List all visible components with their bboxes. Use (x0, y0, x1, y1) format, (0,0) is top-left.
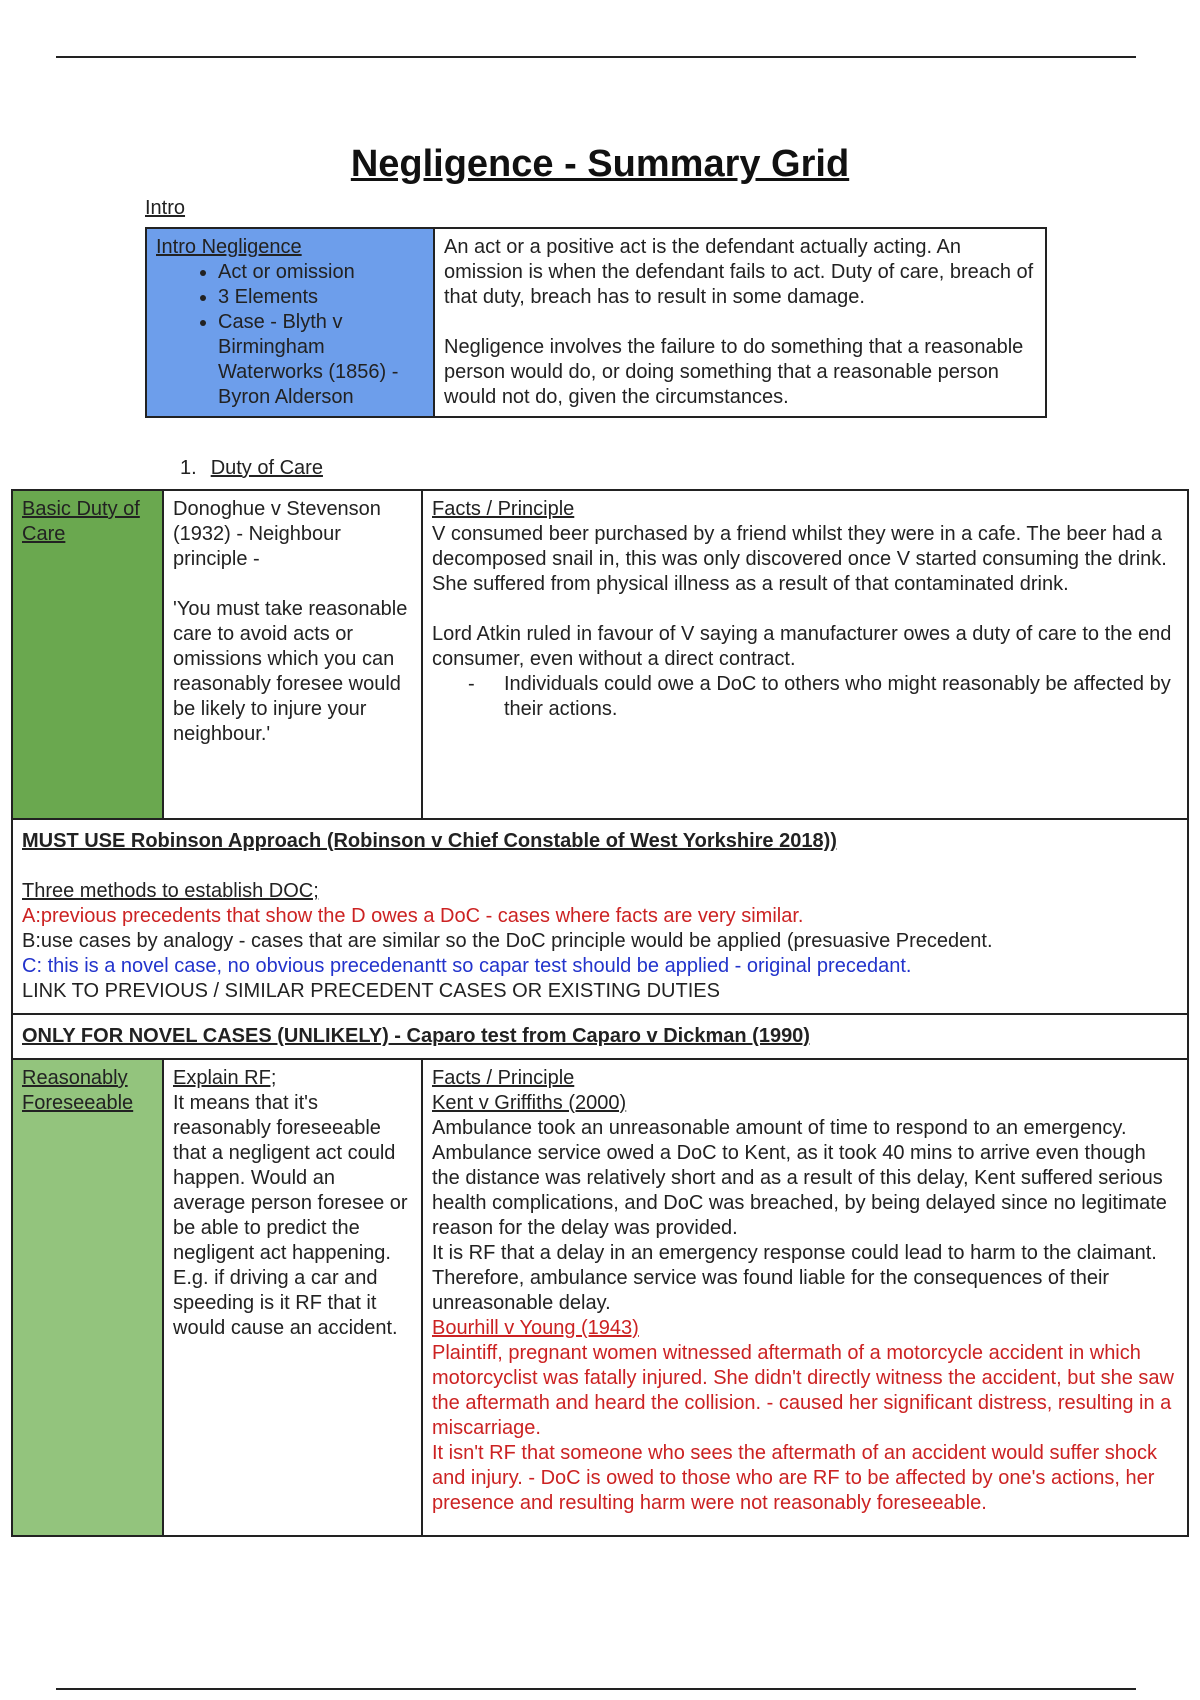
intro-text-cell (434, 228, 1046, 417)
method-c-prefix: C: (22, 955, 48, 977)
rf-facts-cell (422, 1059, 1188, 1536)
intro-bullet: • 3 Elements (218, 285, 424, 310)
rf-explain-heading: Explain RF; (173, 1067, 277, 1089)
duty-of-care-table (11, 489, 1189, 1537)
facts-heading: Facts / Principle (432, 498, 575, 520)
facts-paragraph: Lord Atkin ruled in favour of V saying a manufacturer owes a duty of care to the end consumer, even without a direct contract. (432, 623, 1172, 670)
rf-explain-cell (163, 1059, 422, 1536)
rf-label-cell (12, 1059, 163, 1536)
section-heading-duty-of-care (180, 457, 323, 480)
robinson-subheading: Three methods to establish DOC; (22, 880, 319, 902)
basic-duty-row (12, 490, 1188, 819)
basic-duty-label-cell (12, 490, 163, 819)
facts-paragraph: V consumed beer purchased by a friend whilst they were in a cafe. The beer had a decomposed snail in, this was only discovered once V started consuming the drink. She suffered from physical illness as a result of that contaminated drink. (432, 523, 1167, 595)
kent-case-title: Kent v Griffiths (2000) (432, 1092, 627, 1114)
neighbour-quote: 'You must take reasonable care to avoid acts or omissions which you can reasonably foresee would be likely to injure your neighbour.' (173, 598, 408, 745)
link-note: LINK TO PREVIOUS / SIMILAR PRECEDENT CASES OR EXISTING DUTIES (22, 980, 720, 1002)
method-c: this is a novel case, no obvious precedenantt so capar test should be applied - original precedant. (47, 955, 912, 977)
basic-duty-case: Donoghue v Stevenson (1932) - Neighbour principle - (173, 498, 381, 570)
bourhill-paragraph: It isn't RF that someone who sees the aftermath of an accident would suffer shock and injury. - DoC is owed to those who are RF to be affected by one's actions, her presence and resulting harm were not reasonably foreseeable. (432, 1442, 1157, 1514)
caparo-row (12, 1014, 1188, 1059)
intro-bullet-list (156, 260, 424, 410)
rf-explain-text: It means that it's reasonably foreseeable that a negligent act could happen. Would an average person foresee or be able to predict the negligent act happening. E.g. if driving a car and speeding is it RF that it would cause an accident. (173, 1092, 408, 1339)
basic-duty-case-cell (163, 490, 422, 819)
intro-paragraph: Negligence involves the failure to do something that a reasonable person would do, or doing something that a reasonable person would not do, given the circumstances. (444, 336, 1024, 408)
basic-duty-facts-cell (422, 490, 1188, 819)
robinson-row (12, 819, 1188, 1014)
rf-label: Reasonably Foreseeable (22, 1067, 134, 1114)
robinson-heading: MUST USE Robinson Approach (Robinson v Chief Constable of West Yorkshire 2018)) (22, 830, 837, 852)
bourhill-paragraph: Plaintiff, pregnant women witnessed aftermath of a motorcycle accident in which motorcyclist was fatally injured. She didn't directly witness the accident, but she saw the aftermath and heard the collision. - caused her significant distress, resulting in a miscarriage. (432, 1342, 1174, 1439)
caparo-heading: ONLY FOR NOVEL CASES (UNLIKELY) - Caparo test from Caparo v Dickman (1990) (22, 1025, 810, 1047)
bottom-rule (56, 1688, 1136, 1690)
facts-dash-item: - Individuals could owe a DoC to others who might reasonably be affected by their actions. (504, 672, 1178, 722)
section-number: 1. (180, 457, 197, 479)
bourhill-case-title: Bourhill v Young (1943) (432, 1317, 639, 1339)
basic-duty-label: Basic Duty of Care (22, 498, 140, 545)
method-a: A:previous precedents that show the D owes a DoC - cases where facts are very similar. (22, 905, 804, 927)
page-title: Negligence - Summary Grid (350, 143, 850, 185)
intro-heading: Intro Negligence (156, 236, 302, 258)
method-c-line (22, 954, 1178, 979)
kent-paragraph: It is RF that a delay in an emergency response could lead to harm to the claimant. Therefore, ambulance service was found liable for the consequences of their unreasonable delay. (432, 1242, 1157, 1314)
rf-row (12, 1059, 1188, 1536)
kent-paragraph: Ambulance took an unreasonable amount of time to respond to an emergency. Ambulance service owed a DoC to Kent, as it took 40 mins to arrive even though the distance was relatively short and as a result of this delay, Kent suffered serious health complications, and DoC was breached, by being delayed since no legitimate reason for the delay was provided. (432, 1117, 1167, 1239)
caparo-cell (12, 1014, 1188, 1059)
intro-bullet: • Case - Blyth v Birmingham Waterworks (1856) - Byron Alderson (218, 310, 424, 410)
method-b: B:use cases by analogy - cases that are similar so the DoC principle would be applied (presuasive Precedent. (22, 930, 993, 952)
intro-bullet: • Act or omission (218, 260, 424, 285)
facts-heading: Facts / Principle (432, 1067, 575, 1089)
robinson-cell (12, 819, 1188, 1014)
intro-paragraph: An act or a positive act is the defendant actually acting. An omission is when the defendant fails to act. Duty of care, breach of that duty, breach has to result in some damage. (444, 236, 1034, 308)
section-title: Duty of Care (210, 457, 323, 479)
intro-summary-cell (146, 228, 434, 417)
intro-table (145, 227, 1047, 418)
facts-dash-list (432, 672, 1178, 722)
intro-label: Intro (145, 197, 186, 219)
top-rule (56, 56, 1136, 58)
